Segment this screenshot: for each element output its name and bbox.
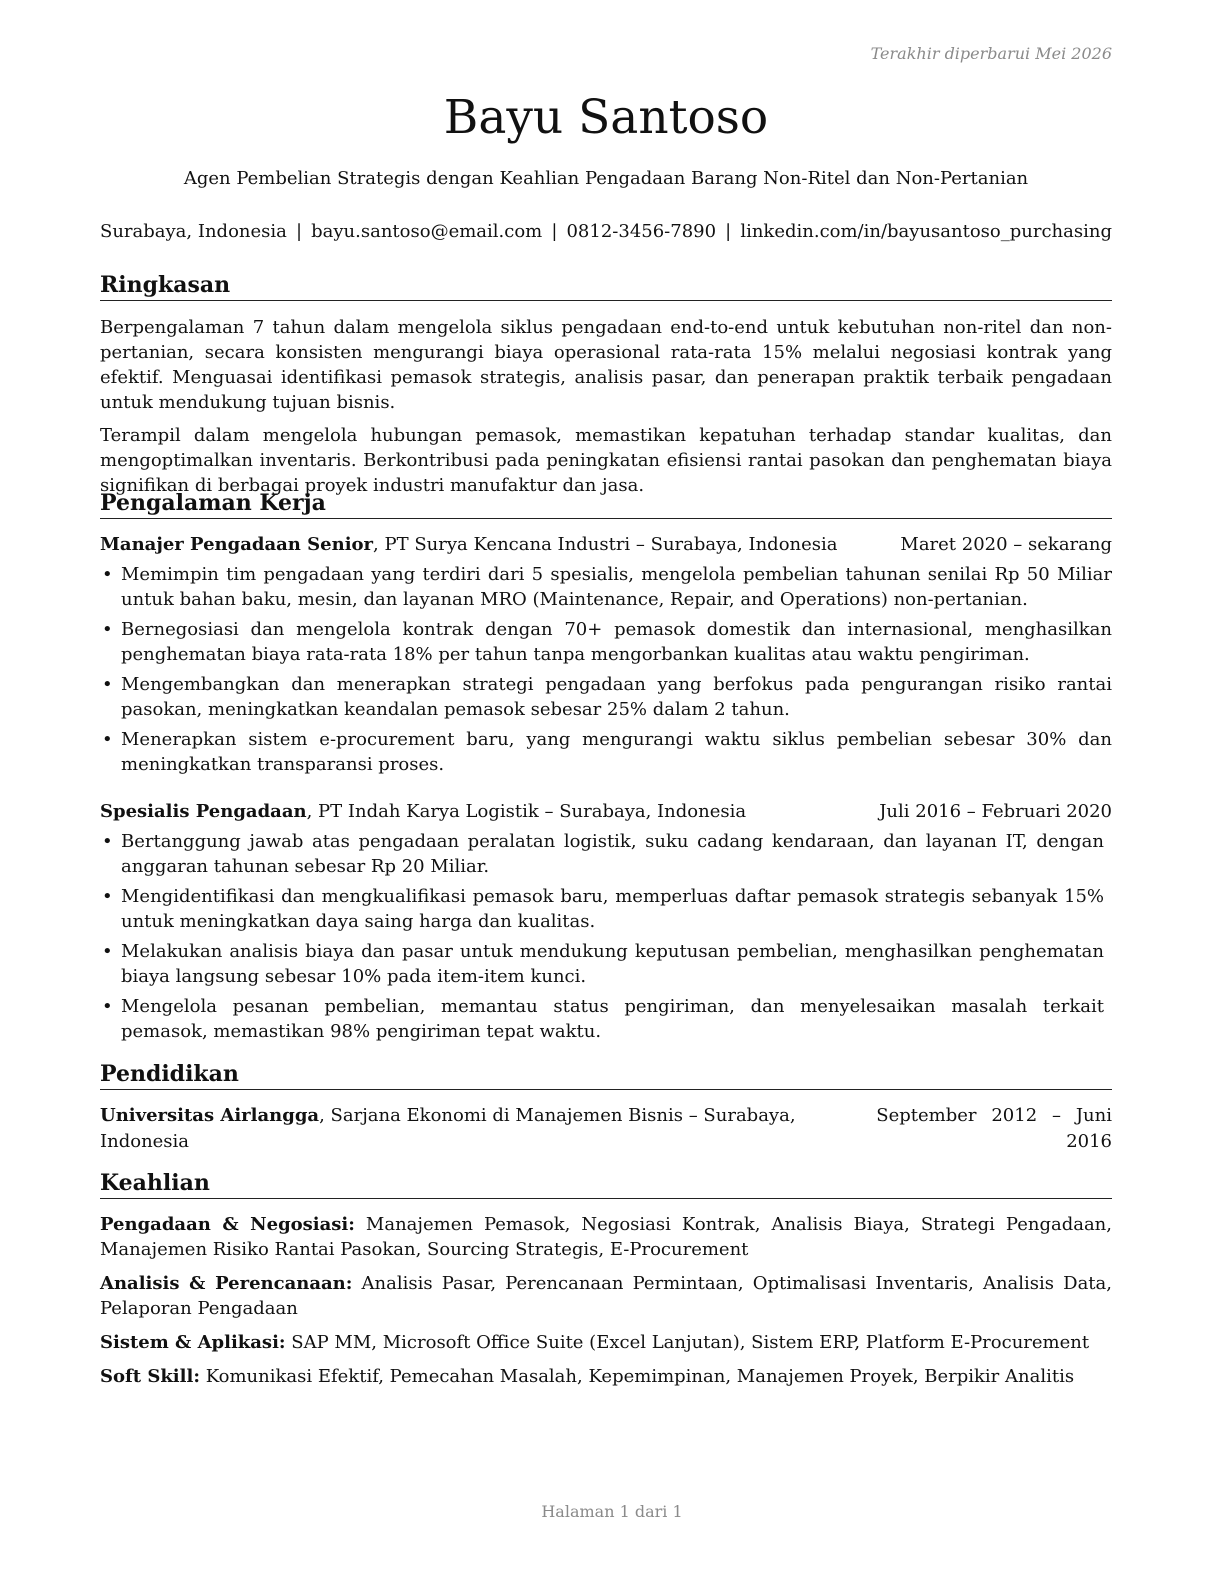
contact-phone[interactable]: 0812-3456-7890 bbox=[566, 221, 717, 242]
education-section bbox=[100, 1060, 1112, 1155]
bullet-icon: • bbox=[102, 886, 113, 907]
skill-group-items: SAP MM, Microsoft Office Suite (Excel Lanjutan), Sistem ERP, Platform E-Procurement bbox=[285, 1332, 1090, 1353]
section-heading-education: Pendidikan bbox=[100, 1060, 1112, 1090]
skill-group bbox=[100, 1330, 1112, 1355]
bullet-icon: • bbox=[102, 674, 113, 695]
job-role: Manajer Pengadaan Senior bbox=[100, 534, 374, 555]
skill-group-label: Pengadaan & Negosiasi: bbox=[100, 1214, 355, 1235]
skill-group-label: Sistem & Aplikasi: bbox=[100, 1332, 286, 1353]
job-role: Spesialis Pengadaan bbox=[100, 801, 307, 822]
skill-group bbox=[100, 1364, 1112, 1389]
contact-linkedin[interactable]: linkedin.com/in/bayusantoso_purchasing bbox=[740, 221, 1112, 242]
skill-group-items: Komunikasi Efektif, Pemecahan Masalah, Kepemimpinan, Manajemen Proyek, Berpikir Analitis bbox=[199, 1366, 1075, 1387]
job-header bbox=[100, 532, 1112, 558]
list-item: • Mengelola pesanan pembelian, memantau status pengiriman, dan menyelesaikan masalah terkait pemasok, memastikan 98% pengiriman tepat waktu. bbox=[102, 996, 1104, 1042]
job-entry bbox=[100, 799, 1112, 1044]
list-item: • Mengidentifikasi dan mengkualifikasi pemasok baru, memperluas daftar pemasok strategis sebanyak 15% untuk meningkatkan daya saing harga dan kualitas. bbox=[102, 886, 1104, 932]
page-number: Halaman 1 dari 1 bbox=[541, 1502, 683, 1521]
job-dates: Juli 2016 – Februari 2020 bbox=[879, 801, 1112, 822]
bullet-icon: • bbox=[102, 941, 113, 962]
job-company: , PT Surya Kencana Industri – Surabaya, Indonesia bbox=[373, 534, 838, 555]
education-school: Universitas Airlangga bbox=[100, 1105, 320, 1126]
skills-section bbox=[100, 1169, 1112, 1389]
skill-group bbox=[100, 1212, 1112, 1262]
section-heading-summary: Ringkasan bbox=[100, 271, 1112, 301]
skill-group-label: Analisis & Perencanaan: bbox=[100, 1273, 353, 1294]
experience-section bbox=[100, 489, 1112, 1044]
bullet-icon: • bbox=[102, 996, 113, 1017]
job-entry bbox=[100, 532, 1112, 777]
job-bullets bbox=[100, 829, 1112, 1044]
education-dates: September 2012 – Juni 2016 bbox=[876, 1105, 1112, 1152]
skill-group bbox=[100, 1271, 1112, 1321]
section-heading-experience: Pengalaman Kerja bbox=[100, 489, 1112, 519]
contact-email[interactable]: bayu.santoso@email.com bbox=[311, 221, 543, 242]
job-company: , PT Indah Karya Logistik – Surabaya, Indonesia bbox=[306, 801, 747, 822]
contact-separator: | bbox=[551, 221, 558, 242]
summary-paragraph: Berpengalaman 7 tahun dalam mengelola siklus pengadaan end-to-end untuk kebutuhan non-ritel dan non-pertanian, secara konsisten mengurangi biaya operasional rata-rata 15% melalui negosiasi kontrak yang efektif. Menguasai identifikasi pemasok strategis, analisis pasar, dan penerapan praktik terbaik pengadaan untuk mendukung tujuan bisnis. bbox=[100, 317, 1112, 413]
headline: Agen Pembelian Strategis dengan Keahlian Pengadaan Barang Non-Ritel dan Non-Pertanian bbox=[183, 168, 1029, 189]
contact-location: Surabaya, Indonesia bbox=[100, 221, 287, 242]
summary-section bbox=[100, 271, 1112, 498]
list-item: • Bernegosiasi dan mengelola kontrak dengan 70+ pemasok domestik dan internasional, menghasilkan penghematan biaya rata-rata 18% per tahun tanpa mengorbankan kualitas atau waktu pengiriman. bbox=[102, 619, 1112, 665]
list-item: • Mengembangkan dan menerapkan strategi pengadaan yang berfokus pada pengurangan risiko rantai pasokan, meningkatkan keandalan pemasok sebesar 25% dalam 2 tahun. bbox=[102, 674, 1112, 720]
education-entry bbox=[100, 1103, 1112, 1155]
bullet-icon: • bbox=[102, 619, 113, 640]
job-bullets bbox=[100, 562, 1112, 777]
job-header bbox=[100, 799, 1112, 825]
skill-group-label: Soft Skill: bbox=[100, 1366, 200, 1387]
contact-separator: | bbox=[725, 221, 732, 242]
bullet-icon: • bbox=[102, 831, 113, 852]
candidate-name: Bayu Santoso bbox=[443, 90, 769, 145]
list-item: • Memimpin tim pengadaan yang terdiri dari 5 spesialis, mengelola pembelian tahunan senilai Rp 50 Miliar untuk bahan baku, mesin, dan layanan MRO (Maintenance, Repair, and Operations) non-pertanian. bbox=[102, 564, 1112, 610]
education-degree: , Sarjana Ekonomi di Manajemen Bisnis – Surabaya, Indonesia bbox=[100, 1105, 796, 1152]
list-item: • Bertanggung jawab atas pengadaan peralatan logistik, suku cadang kendaraan, dan layanan IT, dengan anggaran tahunan sebesar Rp 20 Miliar. bbox=[102, 831, 1104, 877]
bullet-icon: • bbox=[102, 729, 113, 750]
section-heading-skills: Keahlian bbox=[100, 1169, 1112, 1199]
job-dates: Maret 2020 – sekarang bbox=[900, 534, 1112, 555]
last-updated: Terakhir diperbarui Mei 2026 bbox=[870, 44, 1112, 63]
list-item: • Melakukan analisis biaya dan pasar untuk mendukung keputusan pembelian, menghasilkan penghematan biaya langsung sebesar 10% pada item-item kunci. bbox=[102, 941, 1104, 987]
contact-line bbox=[100, 219, 1112, 245]
bullet-icon: • bbox=[102, 564, 113, 585]
list-item: • Menerapkan sistem e-procurement baru, yang mengurangi waktu siklus pembelian sebesar 30% dan meningkatkan transparansi proses. bbox=[102, 729, 1112, 775]
skill-group-items: Analisis Pasar, Perencanaan Permintaan, Optimalisasi Inventaris, Analisis Data, Pelaporan Pengadaan bbox=[100, 1273, 1112, 1319]
summary-paragraph: Terampil dalam mengelola hubungan pemasok, memastikan kepatuhan terhadap standar kualitas, dan mengoptimalkan inventaris. Berkontribusi pada peningkatan efisiensi rantai pasokan dan penghematan biaya signifikan di berbagai proyek industri manufaktur dan jasa. bbox=[100, 425, 1112, 496]
skill-group-items: Manajemen Pemasok, Negosiasi Kontrak, Analisis Biaya, Strategi Pengadaan, Manajemen Risiko Rantai Pasokan, Sourcing Strategis, E-Procurement bbox=[100, 1214, 1112, 1260]
contact-separator: | bbox=[295, 221, 303, 242]
